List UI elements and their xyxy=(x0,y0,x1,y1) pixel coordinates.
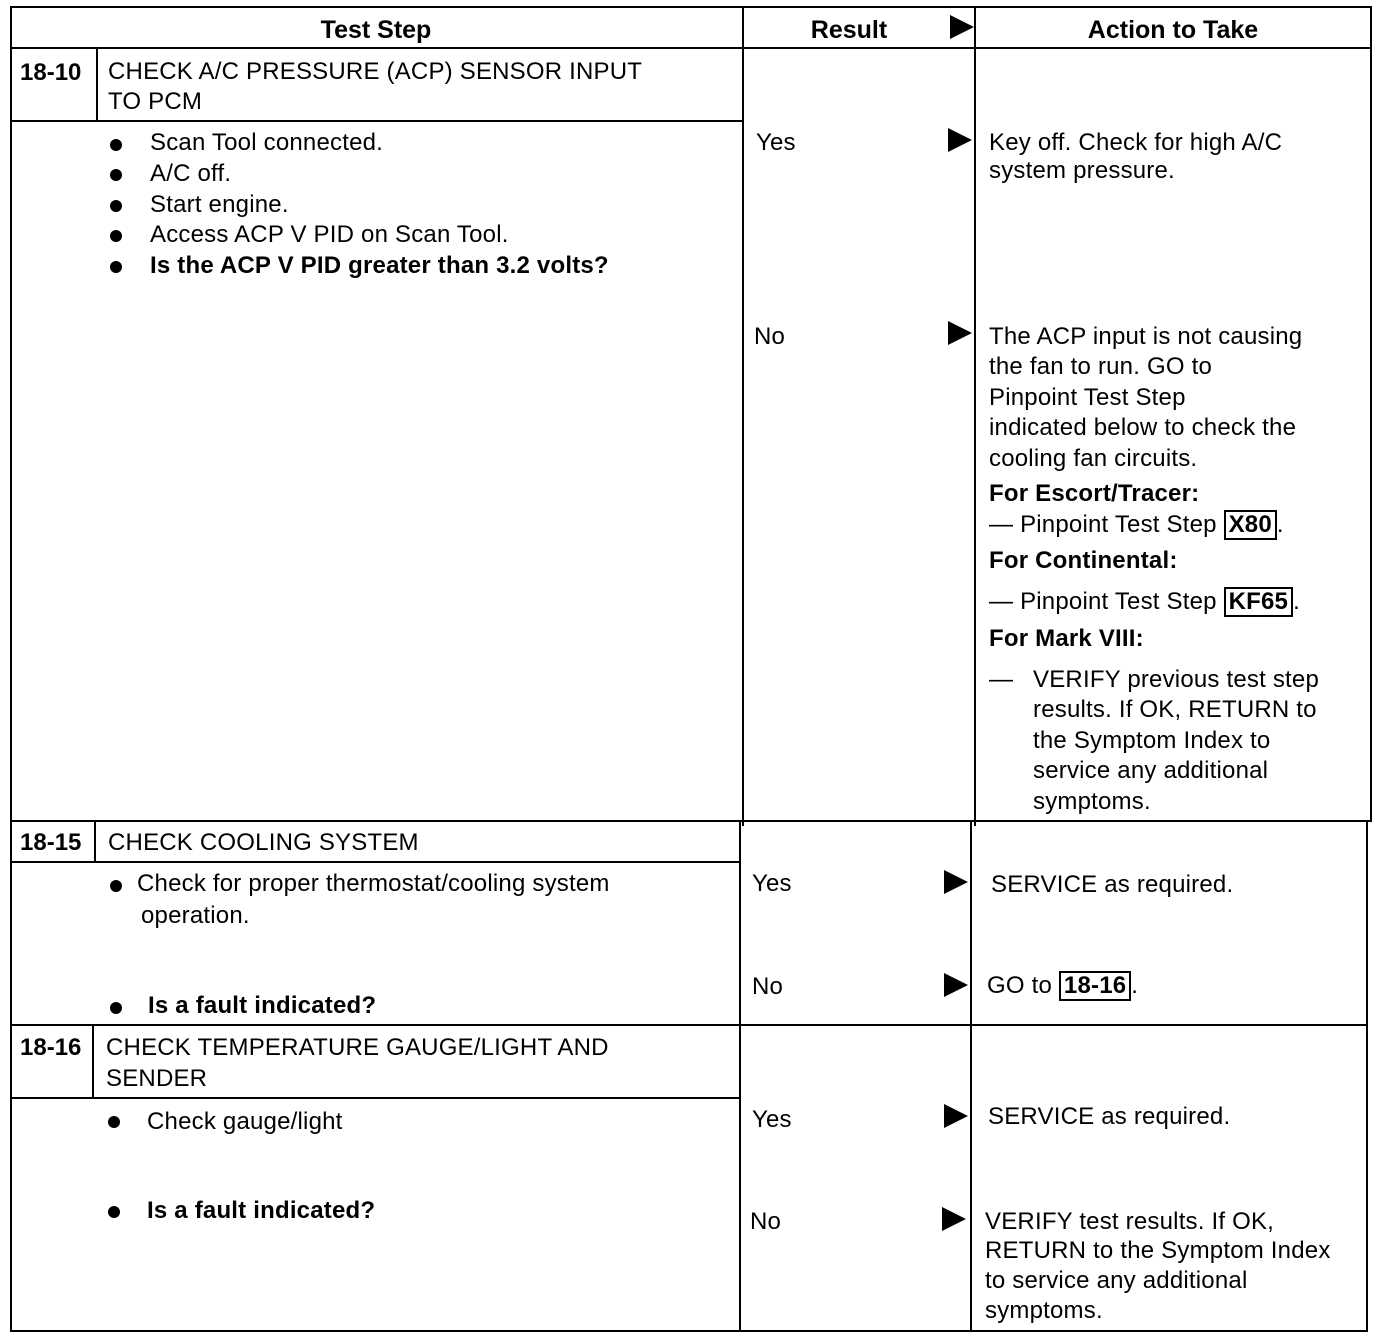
action-text: the fan to run. GO to xyxy=(989,353,1212,380)
step-title: CHECK COOLING SYSTEM xyxy=(108,829,419,856)
table-right-border xyxy=(1370,6,1372,822)
go-to-text: GO to xyxy=(987,972,1053,999)
bullet-icon xyxy=(108,1116,120,1128)
header-action: Action to Take xyxy=(1087,16,1259,44)
action-text: system pressure. xyxy=(989,157,1175,184)
play-arrow-icon xyxy=(944,1104,968,1128)
action-text: RETURN to the Symptom Index xyxy=(985,1237,1331,1264)
bullet-icon xyxy=(110,1002,122,1014)
action-text: VERIFY previous test step xyxy=(1033,666,1320,693)
action-column-border xyxy=(974,6,976,826)
play-arrow-icon xyxy=(944,870,968,894)
step-item: Access ACP V PID on Scan Tool. xyxy=(150,221,509,248)
result-yes: Yes xyxy=(752,870,792,897)
play-arrow-icon xyxy=(948,128,972,152)
bullet-icon xyxy=(108,1206,120,1218)
header-result: Result xyxy=(810,16,888,44)
action-text: symptoms. xyxy=(1033,788,1151,815)
action-text: The ACP input is not causing xyxy=(989,323,1303,350)
step-number: 18-16 xyxy=(20,1034,82,1061)
action-text: indicated below to check the xyxy=(989,414,1297,441)
bullet-icon xyxy=(110,230,122,242)
continental-action: — Pinpoint Test Step KF65 . xyxy=(989,588,1300,615)
step-question: Is a fault indicated? xyxy=(148,992,377,1019)
action-text: the Symptom Index to xyxy=(1033,727,1271,754)
step-ref-18-16[interactable]: 18-16 xyxy=(1059,971,1131,1001)
bullet-icon xyxy=(110,261,122,273)
action-text: results. If OK, RETURN to xyxy=(1033,696,1317,723)
table-top-border xyxy=(10,6,1372,8)
result-column-border xyxy=(742,6,744,826)
action-text: SERVICE as required. xyxy=(988,1103,1231,1130)
step-question: Is a fault indicated? xyxy=(147,1197,376,1224)
continental-heading: For Continental: xyxy=(989,547,1178,574)
step-number-divider-3 xyxy=(92,1024,94,1098)
play-arrow-icon xyxy=(942,1207,966,1231)
action-text: VERIFY test results. If OK, xyxy=(985,1208,1275,1235)
escort-text: — Pinpoint Test Step xyxy=(989,511,1217,538)
play-arrow-icon xyxy=(950,15,974,39)
step-title: CHECK A/C PRESSURE (ACP) SENSOR INPUT xyxy=(108,58,643,85)
step-item: Scan Tool connected. xyxy=(150,129,384,156)
action-text: SERVICE as required. xyxy=(991,871,1234,898)
action-text: Pinpoint Test Step xyxy=(989,384,1186,411)
step-title: SENDER xyxy=(106,1065,208,1092)
step-item: operation. xyxy=(141,902,250,929)
header-bottom-border xyxy=(10,47,1372,49)
result-yes: Yes xyxy=(752,1106,792,1133)
table-right-border-2 xyxy=(1366,820,1368,1332)
play-arrow-icon xyxy=(944,973,968,997)
escort-heading: For Escort/Tracer: xyxy=(989,480,1200,507)
step-title-underline-1 xyxy=(10,120,742,122)
bullet-icon xyxy=(110,200,122,212)
step-title-underline-2 xyxy=(10,861,739,863)
action-text: service any additional xyxy=(1033,757,1269,784)
action-text: cooling fan circuits. xyxy=(989,445,1198,472)
step-number: 18-10 xyxy=(20,59,82,86)
table-left-border xyxy=(10,6,12,1332)
header-test-step: Test Step xyxy=(320,16,432,44)
step-ref-kf65[interactable]: KF65 xyxy=(1224,587,1294,617)
mark-dash: — xyxy=(989,666,1014,693)
escort-action: — Pinpoint Test Step X80 . xyxy=(989,511,1284,538)
row-divider-18-16 xyxy=(10,1024,1368,1026)
action-text: Key off. Check for high A/C xyxy=(989,129,1283,156)
row-divider-18-15 xyxy=(10,820,1370,822)
step-question: Is the ACP V PID greater than 3.2 volts? xyxy=(150,252,609,279)
step-item: Start engine. xyxy=(150,191,289,218)
step-title: CHECK TEMPERATURE GAUGE/LIGHT AND xyxy=(106,1034,609,1061)
step-item: Check for proper thermostat/cooling system xyxy=(137,870,610,897)
result-column-border-2 xyxy=(739,820,741,1332)
continental-text: — Pinpoint Test Step xyxy=(989,588,1217,615)
step-ref-x80[interactable]: X80 xyxy=(1224,510,1277,540)
result-no: No xyxy=(752,973,784,1000)
result-no: No xyxy=(754,323,786,350)
bullet-icon xyxy=(110,169,122,181)
step-number-divider-1 xyxy=(96,47,98,121)
table-bottom-border xyxy=(10,1330,1368,1332)
result-yes: Yes xyxy=(756,129,796,156)
step-item: Check gauge/light xyxy=(147,1108,343,1135)
action-text: symptoms. xyxy=(985,1297,1103,1324)
step-number-divider-2 xyxy=(94,820,96,862)
go-to-action: GO to 18-16 . xyxy=(987,972,1139,999)
bullet-icon xyxy=(110,139,122,151)
step-title: TO PCM xyxy=(108,88,203,115)
bullet-icon xyxy=(110,880,122,892)
step-item: A/C off. xyxy=(150,160,232,187)
mark-heading: For Mark VIII: xyxy=(989,625,1144,652)
result-no: No xyxy=(750,1208,782,1235)
play-arrow-icon xyxy=(948,321,972,345)
step-title-underline-3 xyxy=(10,1097,739,1099)
step-number: 18-15 xyxy=(20,829,82,856)
action-column-border-2 xyxy=(970,820,972,1332)
action-text: to service any additional xyxy=(985,1267,1248,1294)
